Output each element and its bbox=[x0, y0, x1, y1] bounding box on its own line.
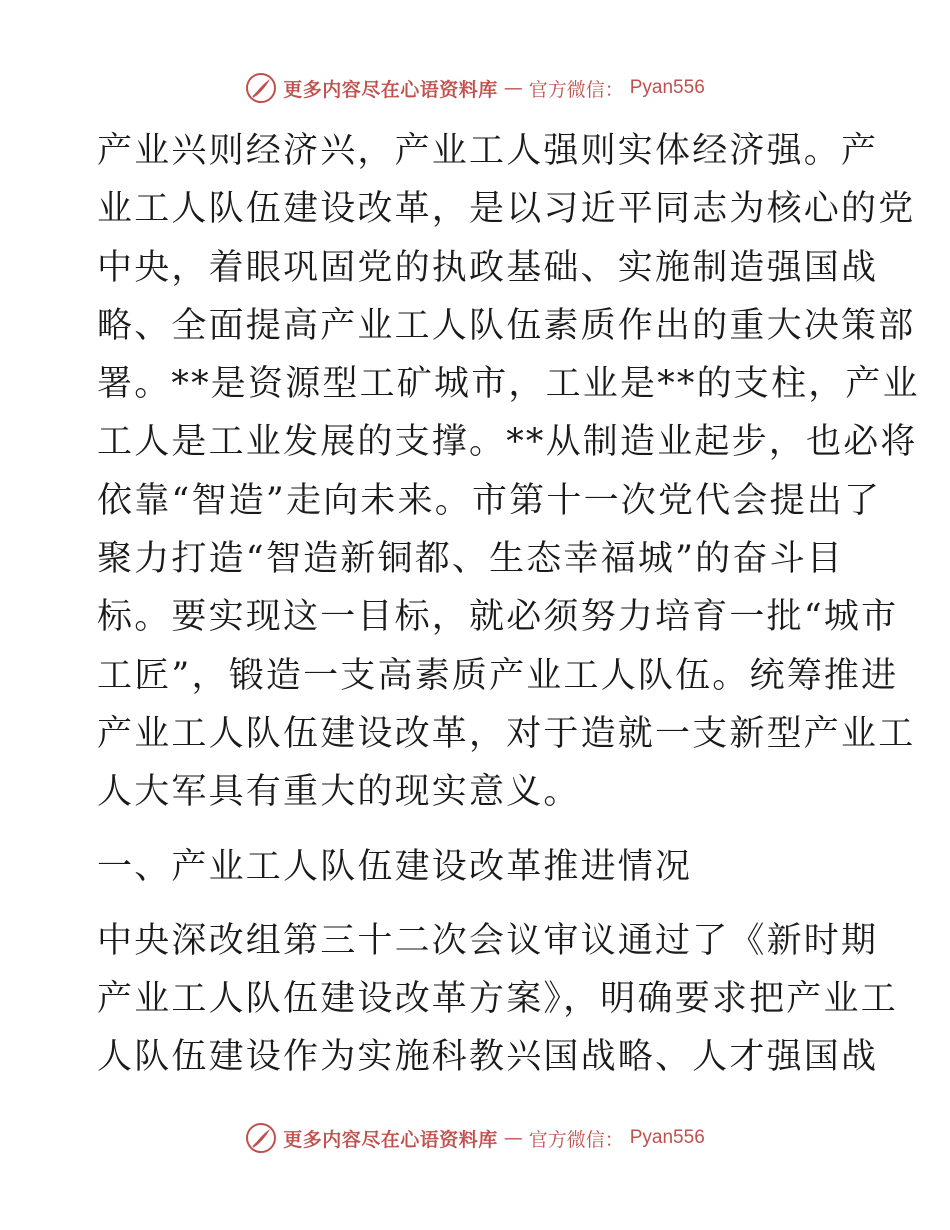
banner-sub-text: 官方微信： bbox=[528, 1128, 624, 1151]
paragraph-section-one bbox=[97, 912, 898, 1087]
text-line: 人大军具有重大的现实意义。 bbox=[97, 772, 581, 813]
text-line: 业工人队伍建设改革，是以习近平同志为核心的党 bbox=[97, 189, 916, 230]
text-line: 产业工人队伍建设改革，对于造就一支新型产业工 bbox=[97, 713, 916, 754]
banner-separator: — bbox=[503, 77, 523, 99]
footer-watermark bbox=[0, 1122, 950, 1154]
banner-wechat-id: Pyan556 bbox=[629, 1127, 705, 1148]
text-line: 产业兴则经济兴，产业工人强则实体经济强。产 bbox=[97, 131, 879, 171]
paragraph-intro bbox=[97, 122, 920, 822]
banner-wechat-id: Pyan556 bbox=[629, 77, 705, 98]
text-line: 工人是工业发展的支撑。**从制造业起步，也必将 bbox=[97, 422, 918, 463]
banner-main-text: 更多内容尽在心语资料库 bbox=[283, 1128, 498, 1151]
document-body bbox=[97, 122, 920, 1087]
text-line: 标。要实现这一目标，就必须努力培育一批“城市 bbox=[97, 597, 899, 638]
text-line: 略、全面提高产业工人队伍素质作出的重大决策部 bbox=[97, 305, 916, 346]
text-line: 依靠“智造”走向未来。市第十一次党代会提出了 bbox=[97, 480, 882, 521]
banner-separator: — bbox=[503, 1127, 523, 1149]
section-heading: 一、产业工人队伍建设改革推进情况 bbox=[97, 846, 693, 887]
header-watermark bbox=[0, 72, 950, 104]
banner-sub-text: 官方微信： bbox=[528, 78, 624, 101]
banner-main-text: 更多内容尽在心语资料库 bbox=[283, 78, 498, 101]
text-line: 署。**是资源型工矿城市，工业是**的支柱，产业 bbox=[97, 364, 920, 405]
text-line: 人队伍建设作为实施科教兴国战略、人才强国战 bbox=[97, 1037, 879, 1078]
text-line: 工匠”，锻造一支高素质产业工人队伍。统筹推进 bbox=[97, 655, 899, 696]
feather-pen-logo-icon bbox=[245, 1122, 277, 1154]
text-line: 产业工人队伍建设改革方案》，明确要求把产业工 bbox=[97, 979, 898, 1020]
text-line: 中央深改组第三十二次会议审议通过了《新时期 bbox=[97, 920, 879, 961]
text-line: 聚力打造“智造新铜都、生态幸福城”的奋斗目 bbox=[97, 539, 844, 580]
text-line: 中央，着眼巩固党的执政基础、实施制造强国战 bbox=[97, 247, 879, 288]
feather-pen-logo-icon bbox=[245, 72, 277, 104]
